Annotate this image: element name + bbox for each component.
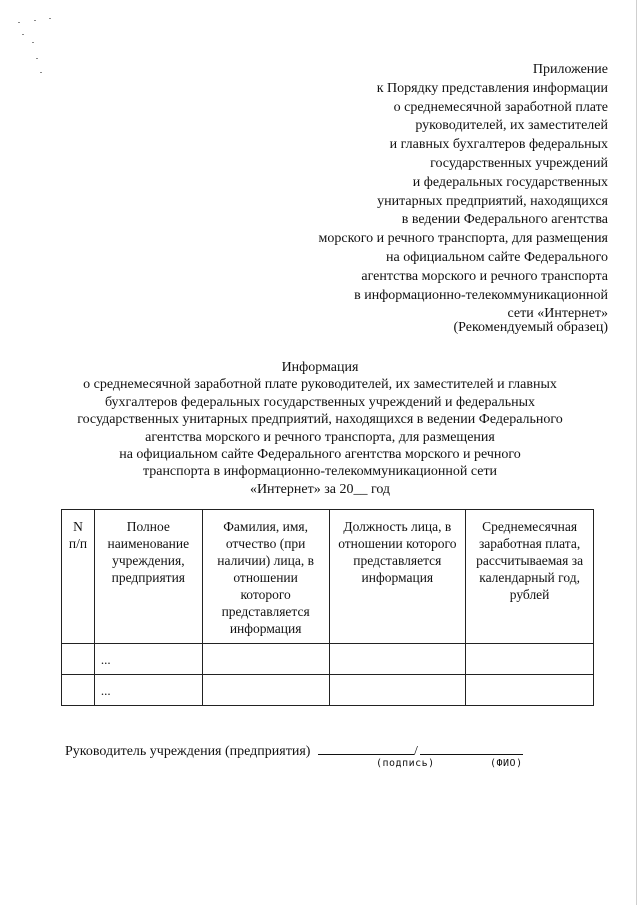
table-cell[interactable] — [329, 675, 466, 706]
appendix-header — [228, 61, 608, 324]
table-cell[interactable] — [62, 644, 95, 675]
title-line: на официальном сайте Федерального агентства морского и речного — [119, 447, 521, 463]
table-cell[interactable] — [466, 644, 594, 675]
scan-specks — [14, 14, 54, 84]
table-cell[interactable]: ... — [94, 675, 202, 706]
table-cell[interactable]: ... — [94, 644, 202, 675]
title-line: агентства морского и речного транспорта, для размещения — [145, 429, 495, 445]
table-row — [62, 644, 594, 675]
appendix-line: руководителей, их заместителей — [415, 118, 608, 134]
document-title — [0, 359, 640, 498]
title-line: Информация — [281, 360, 359, 375]
signature-caption: (подпись) — [376, 758, 435, 769]
appendix-line: унитарных предприятий, находящихся — [377, 193, 608, 209]
appendix-line: морского и речного транспорта, для размещения — [318, 231, 608, 247]
table-cell[interactable] — [466, 675, 594, 706]
table-cell[interactable] — [329, 644, 466, 675]
recommended-sample-note: (Рекомендуемый образец) — [453, 320, 608, 335]
header-full-name: Фамилия, имя, отчество (при наличии) лица, в отношении которого представляется информация — [202, 510, 329, 644]
appendix-line: в информационно-телекоммуникационной — [354, 287, 608, 303]
table-header-row — [62, 510, 594, 644]
name-caption: (ФИО) — [490, 758, 523, 769]
appendix-line: Приложение — [532, 62, 608, 77]
header-average-salary: Среднемесячная заработная плата, рассчитываемая за календарный год, рублей — [466, 510, 594, 644]
signature-block — [65, 741, 523, 760]
table-cell[interactable] — [202, 644, 329, 675]
appendix-line: и федеральных государственных — [412, 174, 608, 190]
title-line: «Интернет» за 20__ год — [249, 481, 391, 497]
signature-label: Руководитель учреждения (предприятия) — [65, 744, 311, 759]
title-line: бухгалтеров федеральных государственных учреждений и федеральных — [104, 394, 536, 410]
appendix-line: на официальном сайте Федерального — [386, 249, 608, 265]
signature-separator: / — [413, 744, 418, 759]
title-line: государственных унитарных предприятий, находящихся в ведении Федерального — [77, 412, 563, 428]
appendix-line: государственных учреждений — [430, 155, 608, 171]
appendix-line: и главных бухгалтеров федеральных — [389, 137, 608, 153]
appendix-line: о среднемесячной заработной плате — [393, 99, 608, 115]
title-line: о среднемесячной заработной плате руководителей, их заместителей и главных — [83, 377, 557, 393]
signature-line[interactable] — [318, 741, 414, 755]
appendix-line: сети «Интернет» — [507, 306, 608, 322]
salary-info-table — [61, 509, 594, 706]
name-line[interactable] — [420, 741, 523, 755]
header-position: Должность лица, в отношении которого представляется информация — [329, 510, 466, 644]
title-line: транспорта в информационно-телекоммуникационной сети — [142, 464, 498, 480]
appendix-line: в ведении Федерального агентства — [401, 212, 608, 228]
appendix-line: к Порядку представления информации — [376, 80, 608, 96]
appendix-line: агентства морского и речного транспорта — [361, 268, 608, 284]
table-row — [62, 675, 594, 706]
header-number: N п/п — [62, 510, 95, 644]
table-cell[interactable] — [202, 675, 329, 706]
header-organization: Полное наименование учреждения, предприятия — [94, 510, 202, 644]
table-cell[interactable] — [62, 675, 95, 706]
